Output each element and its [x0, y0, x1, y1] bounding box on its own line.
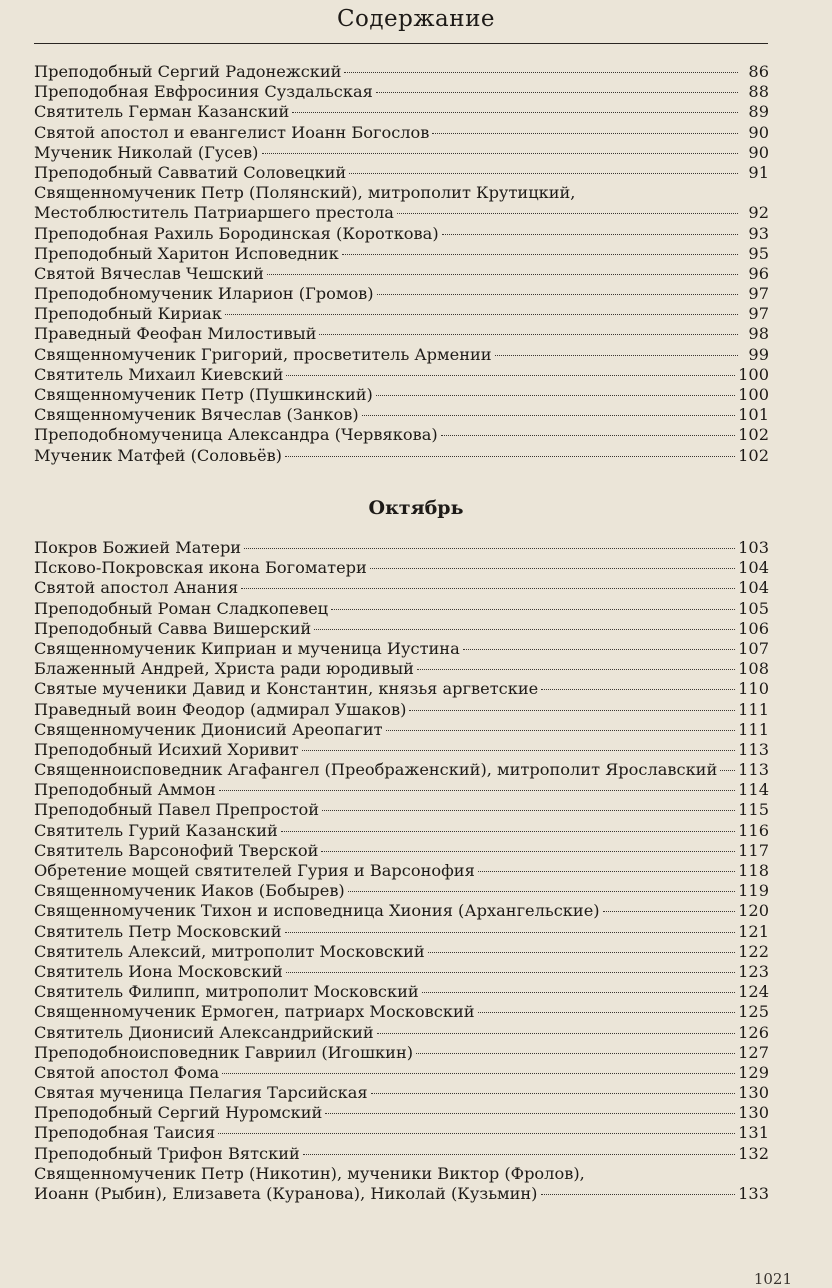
dot-leader: [409, 710, 735, 711]
toc-entry-title: Святитель Дионисий Александрийский: [34, 1022, 374, 1042]
toc-entry: [34, 163, 769, 183]
toc-entry-title: Праведный воин Феодор (адмирал Ушаков): [34, 699, 407, 719]
dot-leader: [478, 1012, 736, 1013]
toc-entry-title: Священномученик Григорий, просветитель Армении: [34, 344, 492, 364]
toc-entry-page: 122: [738, 941, 769, 961]
dot-leader: [225, 314, 738, 315]
toc-entry-title: Преподобномученик Иларион (Громов): [34, 284, 374, 304]
dot-leader: [495, 355, 738, 356]
toc-entry-title: Святой апостол Фома: [34, 1062, 220, 1082]
toc-entry: [34, 922, 769, 942]
toc-entry-page: 131: [738, 1123, 769, 1143]
dot-leader: [244, 548, 735, 549]
toc-entry-page: 118: [738, 861, 769, 880]
dot-leader: [314, 629, 735, 630]
toc-entry-title: Священномученик Иаков (Бобырев): [34, 881, 345, 901]
toc-entry-page: 110: [738, 679, 769, 699]
toc-entry-title: Местоблюститель Патриаршего престола: [34, 203, 394, 223]
toc-entry-title: Святой апостол Анания: [34, 578, 239, 598]
dot-leader: [376, 395, 735, 396]
dot-leader: [370, 568, 735, 569]
toc-entry-title: Преподобная Таисия: [34, 1123, 216, 1143]
toc-entry-title: Преподобная Евфросиния Суздальская: [34, 82, 373, 102]
toc-entry-title: Святой апостол и евангелист Иоанн Богослов: [34, 122, 430, 142]
toc-entry-page: 96: [748, 263, 769, 283]
toc-entry-title: Преподобный Сергий Нуромский: [34, 1103, 323, 1123]
dot-leader: [386, 730, 736, 731]
toc-entry: [34, 841, 769, 861]
toc-entry: [34, 345, 769, 365]
toc-entry: [34, 740, 769, 760]
toc-entry: [34, 304, 769, 324]
dot-leader: [292, 112, 738, 113]
toc-entry: [34, 639, 769, 659]
dot-leader: [428, 952, 735, 953]
toc-entry-title: Святитель Филипп, митрополит Московский: [34, 982, 419, 1002]
toc-entry-page: 88: [748, 82, 769, 102]
toc-entry: [34, 821, 769, 841]
toc-entry: [34, 800, 769, 820]
dot-leader: [322, 810, 735, 811]
dot-leader: [441, 435, 735, 436]
dot-leader: [348, 891, 735, 892]
toc-entry: [34, 62, 769, 82]
toc-entry: [34, 324, 769, 344]
toc-entry-page: 121: [738, 921, 769, 941]
toc-entry: [34, 1002, 769, 1022]
toc-entry: [34, 780, 769, 800]
dot-leader: [478, 871, 735, 872]
toc-entry-title: Святитель Гурий Казанский: [34, 820, 278, 840]
toc-entry-page: 105: [738, 598, 769, 618]
toc-entry-title: Преподобный Савватий Соловецкий: [34, 162, 347, 182]
toc-entry-title: Мученик Матфей (Соловьёв): [34, 445, 282, 465]
toc-entry-page: 91: [748, 162, 769, 182]
page-number: 1021: [753, 1270, 792, 1288]
header-rule: [34, 43, 768, 44]
toc-entry-title: Священномученик Петр (Никотин), мученики Виктор (Фролов),: [34, 1163, 585, 1183]
dot-leader: [603, 911, 736, 912]
toc-entry-page: 98: [748, 324, 769, 344]
toc-entry-page: 99: [748, 344, 769, 364]
toc-entry-page: 106: [738, 618, 769, 638]
toc-entry-title: Преподобноисповедник Гавриил (Игошкин): [34, 1042, 414, 1062]
toc-entry-title: Священномученик Ермоген, патриарх Московский: [34, 1002, 475, 1022]
toc-entry: [34, 942, 769, 962]
toc-entry: [34, 244, 769, 264]
toc-entry-title: Священномученик Вячеслав (Занков): [34, 405, 359, 425]
toc-entry: [34, 183, 769, 203]
toc-entry: [34, 558, 769, 578]
toc-entry-title: Преподобный Исихий Хоривит: [34, 739, 299, 759]
toc-entry: [34, 599, 769, 619]
toc-entry: [34, 1023, 769, 1043]
toc-entry: [34, 82, 769, 102]
dot-leader: [222, 1073, 735, 1074]
toc-entry-title: Священномученик Тихон и исповедница Хиония (Архангельские): [34, 901, 600, 921]
toc-entry: [34, 538, 769, 558]
toc-entry: [34, 720, 769, 740]
toc-entry-page: 115: [738, 800, 769, 820]
toc-entry-title: Покров Божией Матери: [34, 538, 242, 557]
toc-entry: [34, 1103, 769, 1123]
dot-leader: [442, 234, 738, 235]
toc-entry: [34, 578, 769, 598]
dot-leader: [362, 415, 735, 416]
toc-entry-page: 100: [738, 364, 769, 384]
toc-entry-page: 127: [738, 1042, 769, 1062]
toc-entry-title: Святитель Герман Казанский: [34, 102, 290, 122]
toc-entry: [34, 760, 769, 780]
toc-entry: [34, 102, 769, 122]
dot-leader: [432, 133, 738, 134]
toc-entry: [34, 264, 769, 284]
dot-leader: [286, 972, 735, 973]
toc-entry-title: Псково-Покровская икона Богоматери: [34, 558, 367, 578]
dot-leader: [241, 588, 735, 589]
toc-entry-title: Святитель Варсонофий Тверской: [34, 840, 319, 860]
toc-entry-page: 129: [738, 1062, 769, 1082]
toc-entry: [34, 284, 769, 304]
toc-entry-title: Преподобный Роман Сладкопевец: [34, 598, 329, 618]
toc-entry-page: 124: [738, 982, 769, 1002]
toc-entry: [34, 982, 769, 1002]
toc-entry-page: 86: [748, 62, 769, 81]
dot-leader: [319, 334, 738, 335]
dot-leader: [286, 375, 735, 376]
toc-entry: [34, 901, 769, 921]
dot-leader: [267, 274, 738, 275]
toc-entry-title: Священномученик Киприан и мученица Иустина: [34, 638, 460, 658]
toc-entry-page: 114: [738, 780, 769, 800]
toc-entry-page: 101: [738, 405, 769, 425]
toc-entry: [34, 619, 769, 639]
toc-entry: [34, 659, 769, 679]
toc-entry: [34, 1164, 769, 1184]
toc-entry-page: 93: [748, 223, 769, 243]
toc-entry-title: Преподобный Харитон Исповедник: [34, 243, 339, 263]
toc-entry-title: Преподобная Рахиль Бородинская (Короткова): [34, 223, 439, 243]
toc-entry: [34, 1144, 769, 1164]
toc-entry: [34, 1123, 769, 1143]
dot-leader: [219, 790, 735, 791]
toc-entry-title: Преподобный Сергий Радонежский: [34, 62, 342, 81]
toc-entry-title: Святой Вячеслав Чешский: [34, 263, 264, 283]
dot-leader: [331, 609, 735, 610]
toc-entry-title: Священномученик Петр (Полянский), митрополит Крутицкий,: [34, 183, 576, 203]
toc-entry-title: Блаженный Андрей, Христа ради юродивый: [34, 659, 414, 679]
dot-leader: [417, 669, 735, 670]
month-heading: Октябрь: [368, 497, 464, 519]
toc-entry-title: Святая мученица Пелагия Тарсийская: [34, 1083, 368, 1103]
toc-entry-title: Преподобный Кириак: [34, 304, 222, 324]
toc-entry-page: 92: [748, 203, 769, 223]
toc-entry-title: Святые мученики Давид и Константин, князья аргветские: [34, 679, 539, 699]
toc-entry-page: 123: [738, 961, 769, 981]
dot-leader: [218, 1133, 735, 1134]
dot-leader: [302, 750, 735, 751]
toc-entry-page: 90: [748, 142, 769, 162]
toc-entry-page: 104: [738, 578, 769, 598]
toc-entry-page: 95: [748, 243, 769, 263]
toc-entry: [34, 385, 769, 405]
toc-entry-title: Преподобный Савва Вишерский: [34, 618, 312, 638]
toc-section-october: [34, 538, 769, 1204]
toc-entry-page: 90: [748, 122, 769, 142]
dot-leader: [720, 770, 735, 771]
toc-entry-page: 130: [738, 1103, 769, 1123]
dot-leader: [285, 456, 735, 457]
toc-entry-page: 133: [738, 1184, 769, 1203]
toc-entry-page: 102: [738, 425, 769, 445]
dot-leader: [342, 254, 738, 255]
toc-entry-title: Святитель Михаил Киевский: [34, 364, 284, 384]
toc-entry-title: Преподобный Павел Препростой: [34, 800, 320, 820]
dot-leader: [262, 153, 739, 154]
toc-entry: [34, 123, 769, 143]
toc-entry-page: 89: [748, 102, 769, 122]
toc-entry-title: Священномученик Петр (Пушкинский): [34, 385, 373, 404]
toc-entry-title: Преподобномученица Александра (Червякова): [34, 425, 438, 445]
toc-entry: [34, 1184, 769, 1204]
toc-entry: [34, 405, 769, 425]
toc-entry-title: Иоанн (Рыбин), Елизавета (Куранова), Николай (Кузьмин): [34, 1184, 538, 1203]
toc-entry-page: 113: [738, 739, 769, 759]
toc-entry: [34, 1043, 769, 1063]
toc-entry-page: 108: [738, 659, 769, 679]
dot-leader: [397, 213, 738, 214]
dot-leader: [325, 1113, 735, 1114]
toc-entry-title: Преподобный Трифон Вятский: [34, 1143, 300, 1163]
toc-entry-title: Преподобный Аммон: [34, 780, 216, 800]
dot-leader: [371, 1093, 735, 1094]
toc-entry-page: 132: [738, 1143, 769, 1163]
toc-entry-page: 103: [738, 538, 769, 557]
dot-leader: [321, 851, 735, 852]
toc-entry-page: 107: [738, 638, 769, 658]
toc-entry-page: 119: [738, 881, 769, 901]
toc-entry: [34, 446, 769, 466]
toc-entry: [34, 700, 769, 720]
dot-leader: [377, 1033, 735, 1034]
toc-entry: [34, 365, 769, 385]
dot-leader: [463, 649, 735, 650]
toc-entry-title: Священномученик Дионисий Ареопагит: [34, 719, 383, 739]
toc-entry-page: 116: [738, 820, 769, 840]
dot-leader: [376, 92, 738, 93]
dot-leader: [303, 1154, 735, 1155]
toc-entry-page: 113: [738, 760, 769, 780]
dot-leader: [541, 689, 735, 690]
toc-entry-title: Священноисповедник Агафангел (Преображенский), митрополит Ярославский: [34, 760, 718, 780]
dot-leader: [377, 294, 738, 295]
toc-entry: [34, 1063, 769, 1083]
toc-entry-page: 97: [748, 284, 769, 304]
toc-entry: [34, 881, 769, 901]
dot-leader: [285, 932, 736, 933]
toc-entry-title: Святитель Алексий, митрополит Московский: [34, 941, 425, 961]
toc-entry-title: Мученик Николай (Гусев): [34, 142, 259, 162]
toc-entry-page: 120: [738, 901, 769, 921]
dot-leader: [281, 831, 735, 832]
toc-entry: [34, 143, 769, 163]
toc-entry-page: 125: [738, 1002, 769, 1022]
toc-entry: [34, 224, 769, 244]
toc-entry-page: 104: [738, 558, 769, 578]
toc-entry: [34, 962, 769, 982]
toc-entry-page: 111: [738, 699, 769, 719]
toc-entry: [34, 203, 769, 223]
toc-entry-page: 117: [738, 840, 769, 860]
toc-entry-page: 102: [738, 445, 769, 465]
toc-entry-page: 97: [748, 304, 769, 324]
dot-leader: [422, 992, 735, 993]
toc-entry: [34, 1083, 769, 1103]
dot-leader: [416, 1053, 735, 1054]
toc-entry-title: Обретение мощей святителей Гурия и Варсонофия: [34, 861, 475, 880]
toc-entry: [34, 861, 769, 881]
dot-leader: [349, 173, 738, 174]
toc-entry-title: Святитель Петр Московский: [34, 921, 282, 941]
toc-entry-title: Праведный Феофан Милостивый: [34, 324, 317, 344]
dot-leader: [344, 72, 738, 73]
toc-section-september: [34, 62, 769, 466]
toc-entry-title: Святитель Иона Московский: [34, 961, 283, 981]
toc-entry-page: 130: [738, 1083, 769, 1103]
toc-entry-page: 111: [738, 719, 769, 739]
dot-leader: [541, 1194, 736, 1195]
toc-entry-page: 100: [738, 385, 769, 404]
toc-entry: [34, 679, 769, 699]
toc-entry-page: 126: [738, 1022, 769, 1042]
toc-entry: [34, 425, 769, 445]
page-header-title: Содержание: [336, 6, 496, 32]
